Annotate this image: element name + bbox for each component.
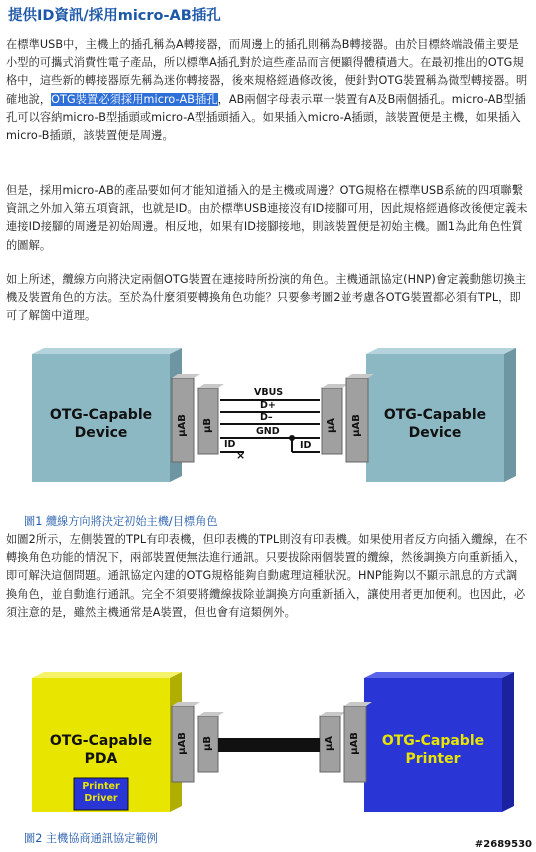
svg-text:×: × bbox=[236, 449, 246, 462]
article-title: 提供ID資訊/採用micro-AB插孔 bbox=[8, 8, 221, 24]
signal-dplus: D+ bbox=[260, 400, 276, 411]
paragraph-3: 如上所述，纜線方向將決定兩個OTG裝置在連接時所扮演的角色。主機通訊協定(HNP)會定義動態切換主機及裝置角色的方法。至於為什麼須要轉換角色功能？只要參考圖2並考慮各OTG裝置都必須有TPL，即可了解箇中道理。 bbox=[6, 273, 527, 323]
post-id-watermark: #2689530 bbox=[474, 839, 532, 850]
fig2-left-conn-inner-label: μB bbox=[201, 736, 213, 751]
fig2-printer-label: OTG-Capable Printer bbox=[381, 733, 485, 767]
paragraph-1 bbox=[6, 36, 528, 145]
fig2-right-conn-inner-label: μA bbox=[324, 735, 336, 752]
fig1-left-device-label: OTG-Capable Device bbox=[49, 407, 153, 441]
fig2-printer-driver-label: Printer Driver bbox=[82, 781, 120, 804]
fig1-left-conn-inner-label: μB bbox=[201, 418, 213, 433]
signal-vbus: VBUS bbox=[254, 387, 284, 398]
highlighted-text: OTG裝置必須採用micro-AB插孔 bbox=[51, 92, 218, 106]
signal-gnd: GND bbox=[256, 426, 280, 437]
figure-2 bbox=[30, 670, 520, 820]
fig1-right-conn-outer-label: μAB bbox=[350, 414, 362, 437]
signal-id-left: ID bbox=[224, 439, 236, 450]
paragraph-4: 如圖2所示，左側裝置的TPL有印表機，但印表機的TPL則沒有印表機。如果使用者反方向插入纜線，在不轉換角色功能的情況下，兩部裝置便無法進行通訊。只要拔除兩個裝置的纜線，然後調換方向重新插入，即可解決這個問題。通訊協定內建的OTG規格能夠自動處理這種狀況。HNP能夠以不顯示訊息的方式調換角色，並自動進行通訊。完全不須要將纜線拔除並調換方向重新插入，讓使用者更加便利。也因此，必須注意的是，雖然主機通常是A裝置，但也會有這類例外。 bbox=[6, 533, 528, 619]
fig2-left-conn-outer-label: μAB bbox=[176, 732, 188, 755]
fig2-right-conn-outer-label: μAB bbox=[348, 732, 360, 755]
figure-1 bbox=[30, 348, 520, 508]
paragraph-1-text-a: 在標準USB中，主機上的插孔稱為A轉接器，而周邊上的插孔則稱為B轉接器。由於目標終端設備主要是小型的可攜式消費性電子產品，所以標準A插孔對於這些產品而言便顯得體積過大。在最初推出的OTG規格中，這些新的轉接器原先稱為迷你轉接器，後來規格經過修改後，便針對OTG裝置稱為微型轉接器。明確地說， bbox=[6, 38, 528, 106]
signal-dminus: D– bbox=[260, 412, 273, 423]
fig2-pda-label: OTG-Capable PDA bbox=[49, 733, 153, 767]
paragraph-2: 但是，採用micro-AB的產品要如何才能知道插入的是主機或周邊？OTG規格在標準USB系統的四項聯繫資訊之外加入第五項資訊，也就是ID。由於標準USB連接沒有ID接腳可用，因此規格經過修改後便定義未連接ID接腳的周邊是初始周邊。相反地，如果有ID接腳接地，則該裝置便是初始主機。圖1為此角色性質的圖解。 bbox=[6, 184, 528, 252]
figure-1-caption: 圖1 纜線方向將決定初始主機/目標角色 bbox=[24, 515, 218, 528]
fig1-left-conn-outer-label: μAB bbox=[176, 414, 188, 437]
paragraph-1-text-b: ，AB兩個字母表示單一裝置有A及B兩個插孔。micro-AB型插孔可以容納micro-B型插頭或micro-A型插頭插入。如果插入micro-A插頭，該裝置便是主機，如果插入micro-B插頭，該裝置便是周邊。 bbox=[6, 92, 526, 143]
figure-2-caption: 圖2 主機協商通訊協定範例 bbox=[24, 832, 158, 845]
fig1-right-conn-inner-label: μA bbox=[326, 417, 338, 434]
fig1-right-device-label: OTG-Capable Device bbox=[383, 407, 487, 441]
signal-id-right: ID bbox=[300, 440, 312, 451]
